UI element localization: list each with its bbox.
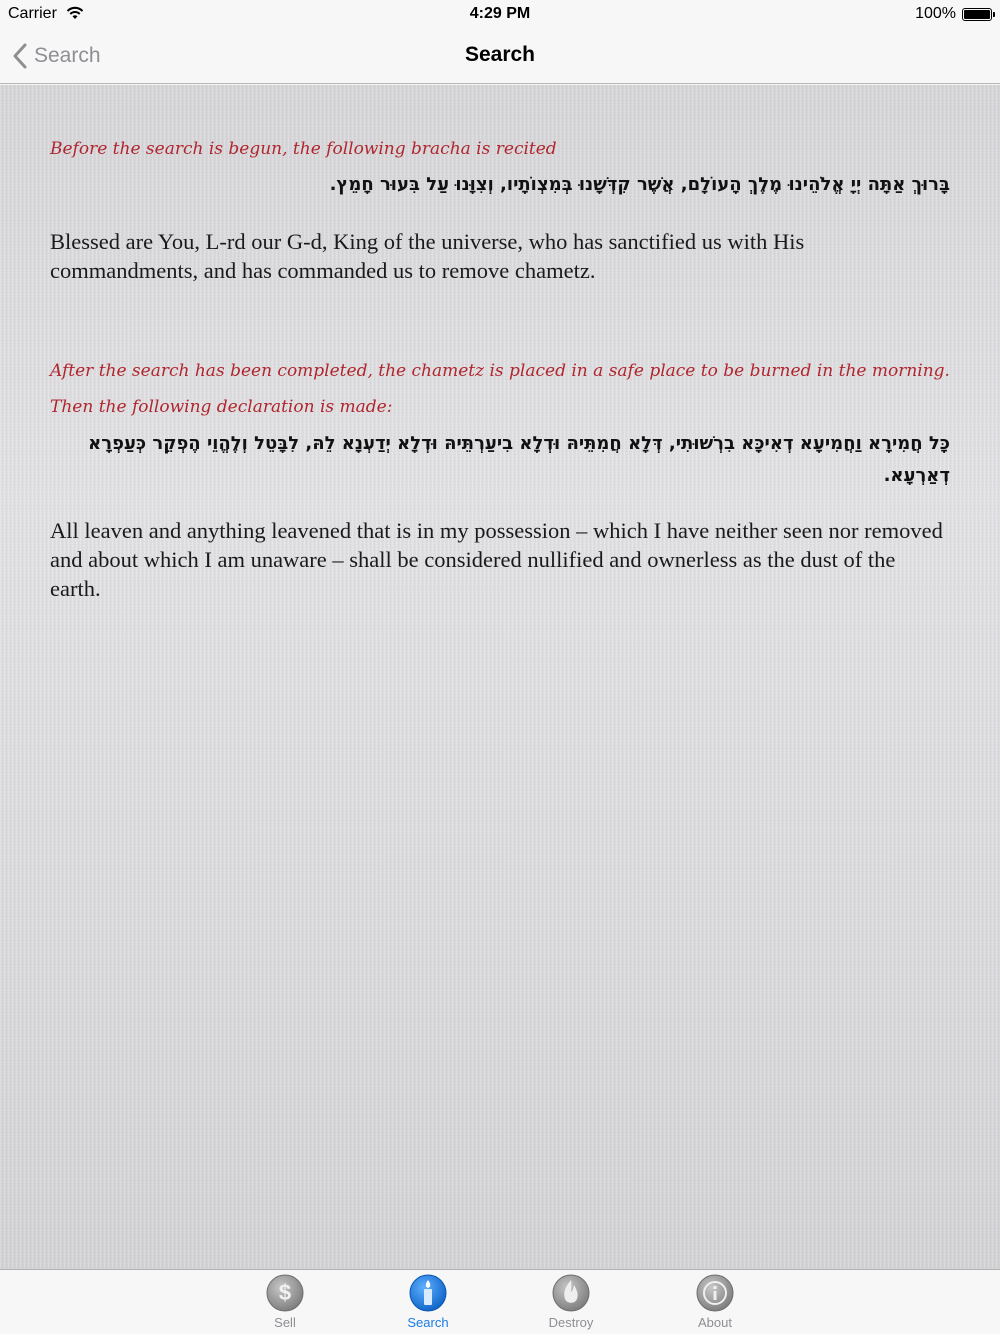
tab-sell[interactable] <box>230 1270 340 1334</box>
tab-sell-label: Sell <box>274 1315 296 1330</box>
clock: 4:29 PM <box>469 5 531 22</box>
declaration-english-text: All leaven and anything leavened that is in my possession – which I have neither seen nor removed and about which I am unaware – shall be considered nullified and ownerless as the dust of the earth. <box>50 518 943 601</box>
declaration-hebrew-text: כָּל חֲמִירָא וַחֲמִיעָא דְאִיכָּא בִרְשׁוּתִי, דְּלָא חֲמִתֵּיהּ וּדְלָא בִיעַרְתֵּיהּ וּדְלָא יְדַעְנָא לֵהּ, לִבָּטֵל וְלֶהֱוֵי הֶפְקֵר כְּעַפְרָא דְאַרְעָא. <box>88 433 950 486</box>
status-bar <box>0 0 1000 30</box>
destroy-flame-icon <box>551 1273 591 1313</box>
about-info-icon <box>695 1273 735 1313</box>
blessing-english-text: Blessed are You, L-rd our G-d, King of the universe, who has sanctified us with His commandments, and has commanded us to remove chametz. <box>50 229 805 283</box>
navigation-bar <box>0 30 1000 84</box>
blessing-hebrew-text: בָּרוּךְ אַתָּה יְיָ אֱלֹהֵינוּ מֶלֶךְ הָעוֹלָם, אֲשֶׁר קִדְּשָׁנוּ בְּמִצְוֹתָיו, וְצִוָּנוּ עַל בִּעוּר חָמֵץ. <box>329 174 950 195</box>
tab-destroy-label: Destroy <box>548 1315 594 1330</box>
svg-text:$: $ <box>278 1280 292 1305</box>
tab-search-label: Search <box>407 1315 449 1330</box>
search-candle-icon <box>408 1273 448 1313</box>
battery-percentage: 100% <box>915 5 956 22</box>
tab-about[interactable] <box>660 1270 770 1334</box>
sell-coin-icon <box>265 1273 305 1313</box>
tab-about-label: About <box>698 1315 732 1330</box>
tab-bar <box>0 1269 1000 1334</box>
back-button-label: Search <box>34 44 101 67</box>
carrier-label: Carrier <box>8 5 57 22</box>
declaration-instruction: After the search has been completed, the chametz is placed in a safe place to be burned in the morning. Then the following declaration is made: <box>50 361 950 417</box>
blessing-instruction: Before the search is begun, the following bracha is recited <box>50 139 557 159</box>
page-title: Search <box>464 43 536 66</box>
tab-search[interactable] <box>373 1270 483 1334</box>
battery-icon <box>962 8 992 21</box>
content-area[interactable] <box>0 85 1000 1269</box>
tab-destroy[interactable] <box>516 1270 626 1334</box>
